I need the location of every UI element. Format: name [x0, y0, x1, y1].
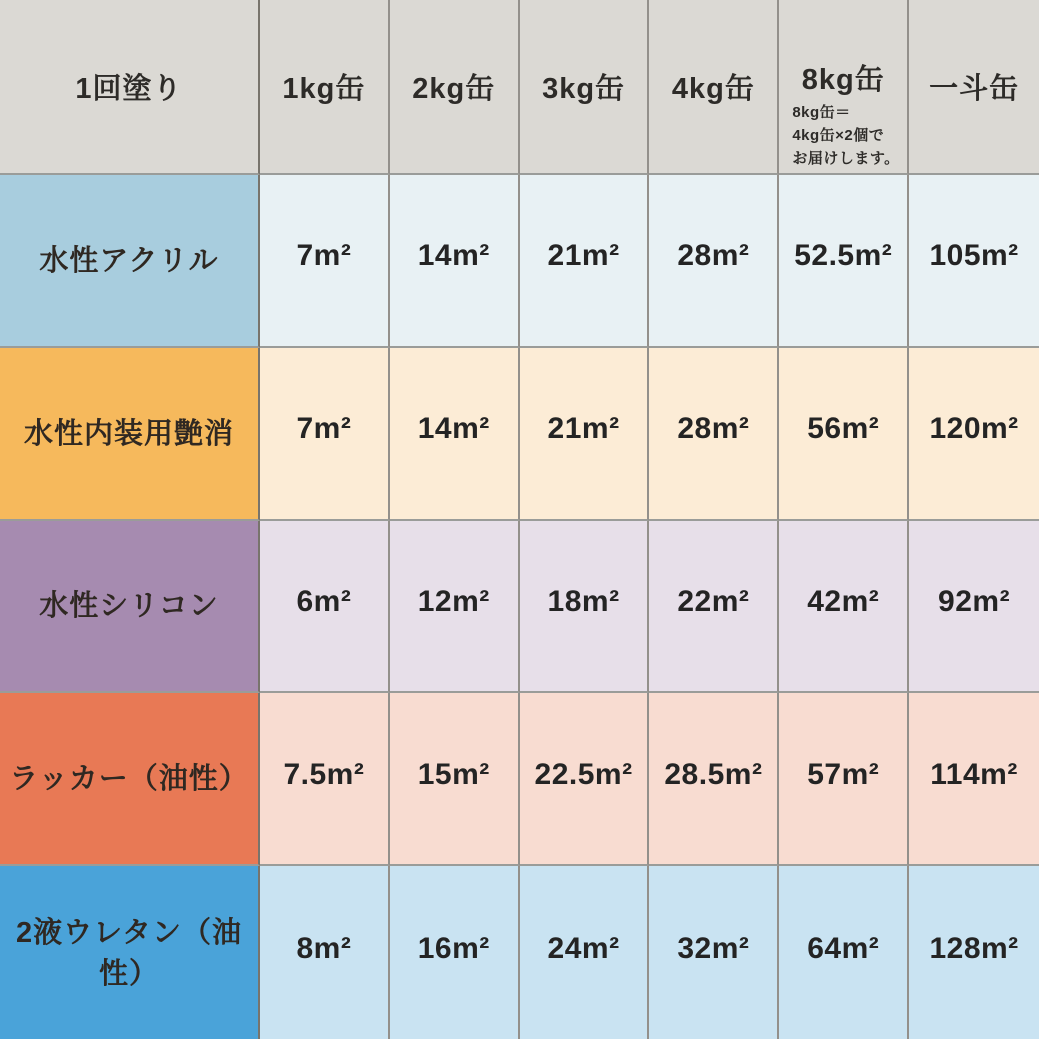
coverage-value: 8m² [260, 866, 390, 1039]
coverage-value: 28m² [649, 175, 779, 348]
row-label-water-silicone: 水性シリコン [0, 521, 260, 694]
header-3kg-can: 3kg缶 [520, 0, 650, 175]
coverage-value: 32m² [649, 866, 779, 1039]
note-line-1: 8kg缶＝ [792, 104, 851, 121]
row-label-urethane-2k-oil: 2液ウレタン（油性） [0, 866, 260, 1039]
note-line-2: 4kg缶×2個で [792, 127, 885, 144]
header-2kg-can: 2kg缶 [390, 0, 520, 175]
coverage-value: 6m² [260, 521, 390, 694]
coverage-value: 42m² [779, 521, 909, 694]
header-8kg-can-note [779, 98, 907, 170]
coverage-value: 28.5m² [649, 693, 779, 866]
header-4kg-can: 4kg缶 [649, 0, 779, 175]
coverage-value: 56m² [779, 348, 909, 521]
coverage-value: 52.5m² [779, 175, 909, 348]
header-issho-can: 一斗缶 [909, 0, 1039, 175]
coverage-value: 21m² [520, 348, 650, 521]
coverage-value: 7m² [260, 348, 390, 521]
note-line-3: お届けします。 [792, 150, 900, 167]
coverage-value: 14m² [390, 348, 520, 521]
row-label-water-interior-matte: 水性内装用艶消 [0, 348, 260, 521]
coverage-value: 18m² [520, 521, 650, 694]
row-label-water-acrylic: 水性アクリル [0, 175, 260, 348]
coverage-value: 14m² [390, 175, 520, 348]
header-8kg-can [779, 0, 909, 175]
coverage-value: 12m² [390, 521, 520, 694]
header-8kg-can-label: 8kg缶 [801, 64, 885, 96]
coverage-value: 105m² [909, 175, 1039, 348]
header-1kg-can: 1kg缶 [260, 0, 390, 175]
coverage-value: 7.5m² [260, 693, 390, 866]
coverage-value: 114m² [909, 693, 1039, 866]
coverage-value: 92m² [909, 521, 1039, 694]
coverage-value: 24m² [520, 866, 650, 1039]
coverage-value: 22.5m² [520, 693, 650, 866]
coverage-value: 28m² [649, 348, 779, 521]
row-label-lacquer-oil: ラッカー（油性） [0, 693, 260, 866]
coverage-value: 15m² [390, 693, 520, 866]
coverage-value: 64m² [779, 866, 909, 1039]
coverage-value: 7m² [260, 175, 390, 348]
coverage-value: 16m² [390, 866, 520, 1039]
coverage-value: 57m² [779, 693, 909, 866]
coverage-value: 22m² [649, 521, 779, 694]
coverage-value: 21m² [520, 175, 650, 348]
coverage-value: 128m² [909, 866, 1039, 1039]
header-coats-per-can: 1回塗り [0, 0, 260, 175]
coverage-value: 120m² [909, 348, 1039, 521]
